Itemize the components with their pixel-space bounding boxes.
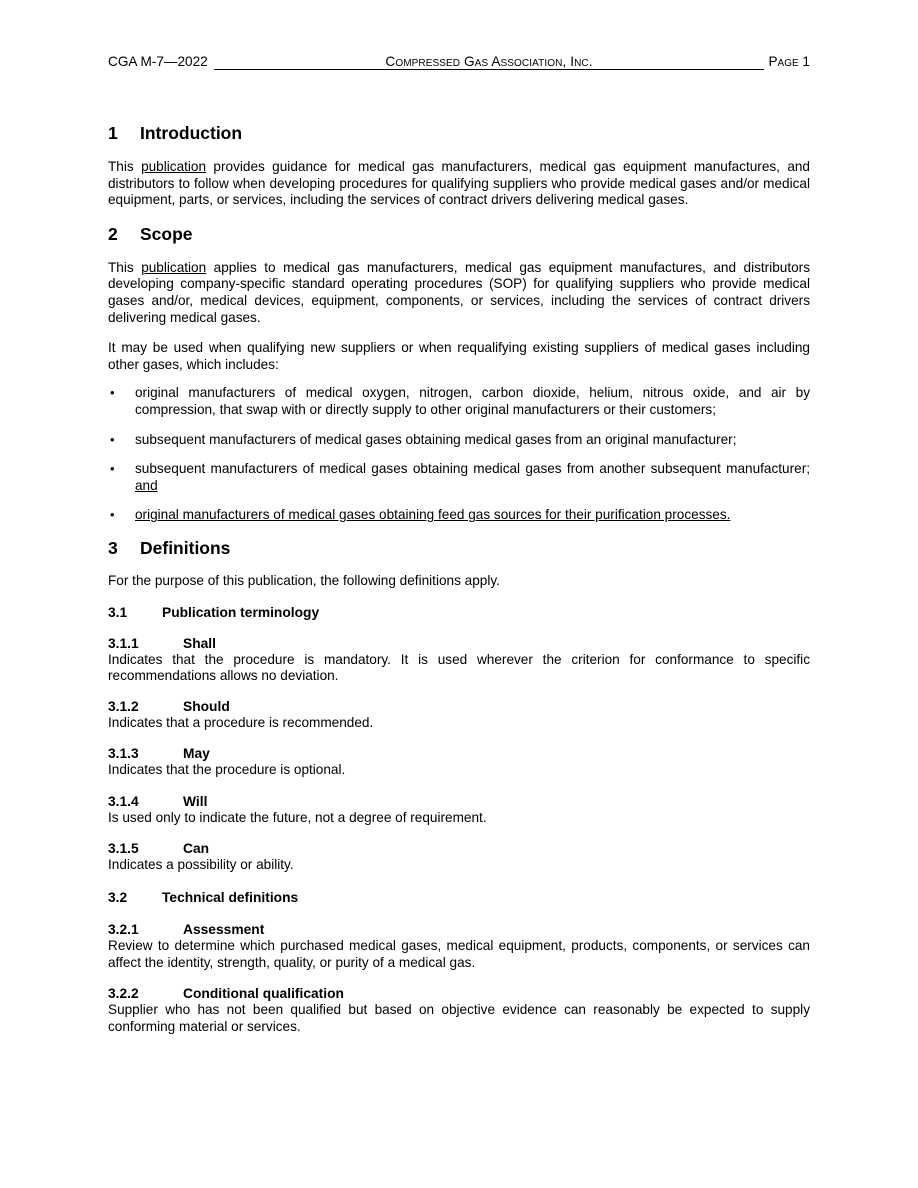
term-title: Will <box>183 793 208 809</box>
term-definition: Indicates a possibility or ability. <box>108 857 294 873</box>
list-item-text: original manufacturers of medical oxygen, nitrogen, carbon dioxide, helium, nitrous oxide, and air by compression, that swap with or directly supply to other original manufacturers or their customers; <box>135 385 810 417</box>
term-title: Can <box>183 841 210 857</box>
subsection-title: Publication terminology <box>162 604 320 620</box>
section-number: 1 <box>108 123 118 143</box>
section-title: Scope <box>140 223 193 244</box>
term-number: 3.1.3 <box>108 746 139 762</box>
term-definition: Indicates that a procedure is recommended. <box>108 714 374 730</box>
document-body <box>108 122 810 1035</box>
term-will <box>108 793 810 827</box>
term-number: 3.2.1 <box>108 922 139 938</box>
term-may <box>108 745 810 779</box>
page-header <box>108 54 810 72</box>
bullet-icon: • <box>110 461 115 477</box>
section-number: 2 <box>108 223 118 244</box>
list-item-text: original manufacturers of medical gases obtaining feed gas sources for their purification processes. <box>135 507 731 523</box>
supplier-list <box>108 385 810 524</box>
term-can <box>108 840 810 874</box>
list-item-text: subsequent manufacturers of medical gases obtaining medical gases from an original manufacturer; <box>135 431 737 447</box>
list-item-text: subsequent manufacturers of medical gases obtaining medical gases from another subsequent manufacturer; <box>135 461 810 477</box>
term-heading <box>108 985 810 1002</box>
text-run: provides guidance for medical gas manufacturers, medical gas equipment manufactures, and distributors to follow when developing procedures for qualifying suppliers who provide medical gases and/or medical equipment, parts, or services, including the services of contract drivers delivering medical gases. <box>108 159 810 208</box>
term-definition: Indicates that the procedure is optional. <box>108 762 346 778</box>
subsection-number: 3.2 <box>108 890 128 906</box>
term-number: 3.2.2 <box>108 986 139 1002</box>
list-item-conjunction: and <box>135 477 158 493</box>
term-title: Conditional qualification <box>183 986 344 1002</box>
term-number: 3.1.1 <box>108 635 139 651</box>
term-definition: Supplier who has not been qualified but based on objective evidence can reasonably be expected to supply conforming material or services. <box>108 1002 810 1034</box>
publication-link: publication <box>141 159 207 174</box>
text-run: This <box>108 259 142 275</box>
term-number: 3.1.2 <box>108 698 139 714</box>
scope-paragraph <box>108 260 810 326</box>
term-definition: Indicates that the procedure is mandatory. It is used wherever the criterion for conformance to specific recommendations allows no deviation. <box>108 651 810 684</box>
section-title: Definitions <box>140 537 231 558</box>
subsection-number: 3.1 <box>108 604 128 620</box>
page-number: Page 1 <box>768 54 810 69</box>
list-item <box>108 385 810 418</box>
publisher-name: Compressed Gas Association, Inc. <box>214 54 764 70</box>
bullet-icon: • <box>110 385 115 401</box>
term-shall <box>108 635 810 685</box>
list-item <box>108 432 810 449</box>
subsection-heading-publication-terminology <box>108 604 810 621</box>
term-number: 3.1.4 <box>108 793 139 809</box>
term-heading <box>108 840 810 857</box>
term-should <box>108 698 810 732</box>
subsection-heading-technical-definitions <box>108 889 810 906</box>
text-run: This <box>108 159 142 174</box>
section-heading-definitions <box>108 537 810 559</box>
scope-usage-paragraph: It may be used when qualifying new suppliers or when requalifying existing suppliers of medical gases including other gases, which includes: <box>108 340 810 372</box>
text-run: applies to medical gas manufacturers, medical gas equipment manufactures, and distributors developing company-specific standard operating procedures (SOP) for qualifying suppliers who provide medical gases and/or, medical devices, equipment, components, or services, including the services of contract drivers delivering medical gases. <box>108 259 810 325</box>
term-title: May <box>183 746 210 762</box>
introduction-paragraph <box>108 159 810 209</box>
term-heading <box>108 698 810 715</box>
bullet-icon: • <box>110 431 115 447</box>
term-number: 3.1.5 <box>108 841 139 857</box>
term-assessment <box>108 921 810 971</box>
document-id: CGA M-7—2022 <box>108 54 208 69</box>
term-title: Should <box>183 698 230 714</box>
section-number: 3 <box>108 537 118 558</box>
term-definition: Review to determine which purchased medical gases, medical equipment, products, components, or services can affect the identity, strength, quality, or purity of a medical gas. <box>108 938 810 970</box>
section-heading-scope <box>108 223 810 245</box>
term-definition: Is used only to indicate the future, not a degree of requirement. <box>108 809 487 825</box>
subsection-title: Technical definitions <box>162 890 299 906</box>
term-conditional-qualification <box>108 985 810 1035</box>
section-heading-introduction <box>108 122 810 144</box>
list-item <box>108 461 810 494</box>
term-heading <box>108 921 810 938</box>
term-title: Shall <box>183 635 216 651</box>
publication-link: publication <box>141 259 207 275</box>
list-item <box>108 507 810 524</box>
bullet-icon: • <box>110 507 115 523</box>
term-heading <box>108 635 810 652</box>
term-heading <box>108 745 810 762</box>
term-heading <box>108 793 810 810</box>
term-title: Assessment <box>183 922 265 938</box>
section-title: Introduction <box>140 123 243 143</box>
definitions-intro: For the purpose of this publication, the following definitions apply. <box>108 572 500 588</box>
